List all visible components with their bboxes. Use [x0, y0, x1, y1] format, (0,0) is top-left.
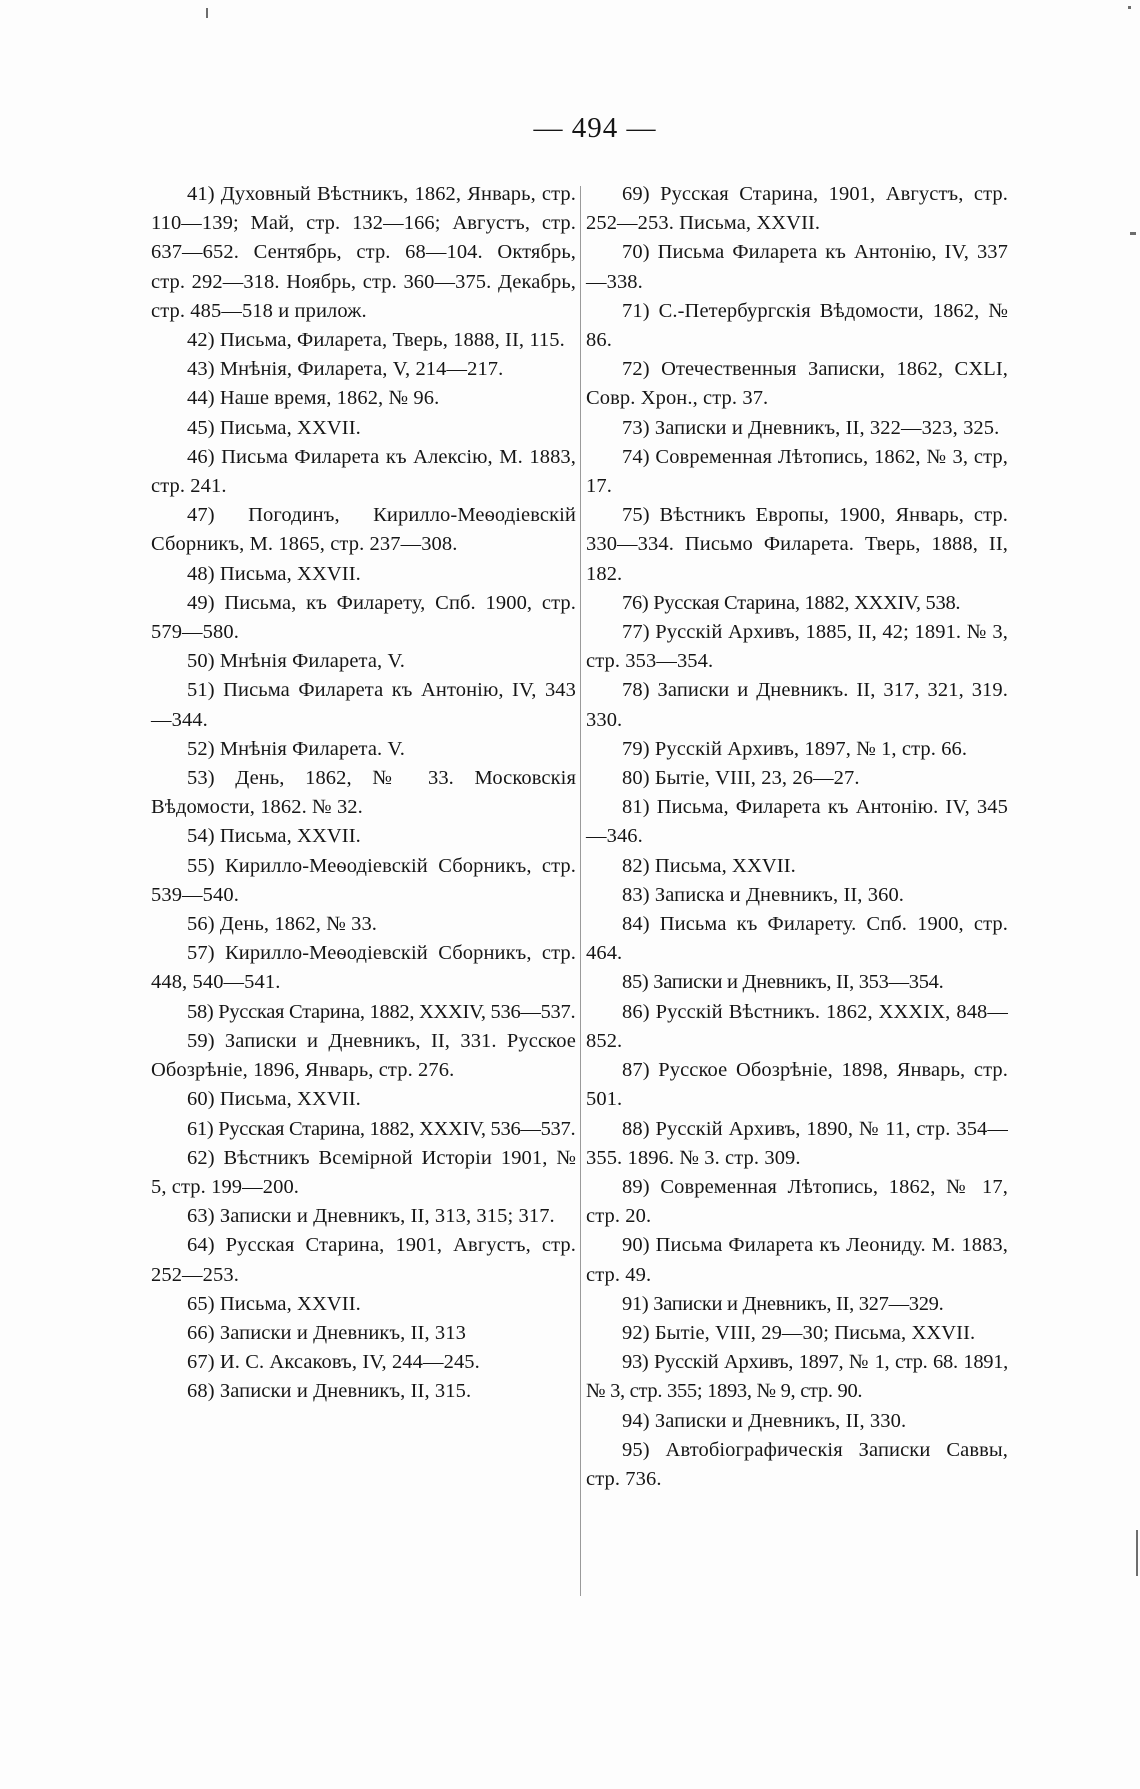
footnote-81: 81) Письма, Филарета къ Антонію. IV, 345—346. — [586, 796, 1008, 848]
footnote-92: 92) Бытіе, VIII, 29—30; Письма, XXVII. — [622, 1321, 976, 1344]
footnote-75: 75) Вѣстникъ Европы, 1900, Январь, стр. 330—334. Письмо Филарета. Тверь, 1888, II, 182. — [586, 504, 1008, 585]
footnote-62: 62) Вѣстникъ Всемірной Исторіи 1901, № 5, стр. 199—200. — [151, 1146, 576, 1198]
footnote-74: 74) Современная Лѣтопись, 1862, № 3, стр, 17. — [586, 445, 1008, 498]
left-column — [151, 180, 576, 1407]
footnote-86: 86) Русскій Вѣстникъ. 1862, XXXIX, 848—852. — [586, 1000, 1008, 1052]
scan-speck — [206, 8, 208, 18]
footnote-64: 64) Русская Старина, 1901, Августъ, стр. 252—253. — [151, 1234, 576, 1286]
footnote-67: 67) И. С. Аксаковъ, IV, 244—245. — [187, 1351, 480, 1374]
footnote-46: 46) Письма Филарета къ Алексію, М. 1883, стр. 241. — [151, 445, 576, 498]
footnote-73: 73) Записки и Дневникъ, II, 322—323, 325. — [622, 416, 1000, 439]
footnote-45: 45) Письма, XXVII. — [187, 416, 361, 439]
footnote-71: 71) С.-Петербургскія Вѣдомости, 1862, № 86. — [586, 299, 1008, 352]
footnote-61: 61) Русская Старина, 1882, XXXIV, 536—537. — [187, 1117, 576, 1140]
scan-speck — [1128, 6, 1131, 9]
footnote-72: 72) Отечественныя Записки, 1862, CXLI, Совр. Хрон., стр. 37. — [586, 358, 1008, 410]
right-column — [586, 180, 1008, 1494]
footnote-53: 53) День, 1862, № 33. Московскія Вѣдомости, 1862. № 32. — [151, 767, 576, 819]
footnote-60: 60) Письма, XXVII. — [187, 1088, 361, 1111]
column-divider — [580, 186, 581, 1596]
footnote-49: 49) Письма, къ Филарету, Спб. 1900, стр. 579—580. — [151, 591, 576, 644]
footnote-69: 69) Русская Старина, 1901, Августъ, стр. 252—253. Письма, XXVII. — [586, 183, 1008, 235]
footnote-51: 51) Письма Филарета къ Антонію, IV, 343—344. — [151, 679, 576, 731]
footnote-41: 41) Духовный Вѣстникъ, 1862, Январь, стр. 110—139; Май, стр. 132—166; Августъ, стр. 637—652. Сентябрь, стр. 68—104. Октябрь, стр. 292—318. Ноябрь, стр. 360—375. Декабрь, стр. 485—518 и прилож. — [151, 183, 576, 322]
footnote-43: 43) Мнѣнія, Филарета, V, 214—217. — [187, 358, 504, 381]
footnote-85: 85) Записки и Дневникъ, II, 353—354. — [622, 971, 944, 994]
footnote-58: 58) Русская Старина, 1882, XXXIV, 536—537. — [187, 1000, 576, 1023]
footnote-83: 83) Записка и Дневникъ, II, 360. — [622, 883, 905, 906]
footnote-87: 87) Русское Обозрѣніе, 1898, Январь, стр. 501. — [586, 1059, 1008, 1111]
footnote-57: 57) Кирилло-Меѳодіевскій Сборникъ, стр. 448, 540—541. — [151, 942, 576, 994]
footnote-90: 90) Письма Филарета къ Леониду. М. 1883, стр. 49. — [586, 1234, 1008, 1286]
footnote-84: 84) Письма къ Филарету. Спб. 1900, стр. 464. — [586, 913, 1008, 965]
scan-speck — [1130, 232, 1136, 235]
footnote-91: 91) Записки и Дневникъ, II, 327—329. — [622, 1292, 944, 1315]
page-number: — 494 — — [533, 112, 657, 144]
footnote-63: 63) Записки и Дневникъ, II, 313, 315; 317. — [187, 1205, 555, 1228]
footnote-48: 48) Письма, XXVII. — [187, 562, 361, 585]
footnote-56: 56) День, 1862, № 33. — [187, 913, 378, 936]
footnote-52: 52) Мнѣнія Филарета. V. — [187, 737, 405, 760]
footnote-79: 79) Русскій Архивъ, 1897, № 1, стр. 66. — [622, 737, 968, 760]
footnote-47: 47) Погодинъ, Кирилло-Меѳодіевскій Сборникъ, М. 1865, стр. 237—308. — [151, 504, 576, 556]
footnote-65: 65) Письма, XXVII. — [187, 1292, 361, 1315]
footnote-78: 78) Записки и Дневникъ. II, 317, 321, 319. 330. — [586, 679, 1008, 731]
footnote-77: 77) Русскій Архивъ, 1885, II, 42; 1891. № 3, стр. 353—354. — [586, 621, 1008, 673]
footnote-80: 80) Бытіе, VIII, 23, 26—27. — [622, 767, 860, 790]
footnote-55: 55) Кирилло-Меѳодіевскій Сборникъ, стр. 539—540. — [151, 854, 576, 906]
footnote-66: 66) Записки и Дневникъ, II, 313 — [187, 1321, 466, 1344]
footnote-54: 54) Письма, XXVII. — [187, 825, 361, 848]
footnote-42: 42) Письма, Филарета, Тверь, 1888, II, 115. — [187, 329, 565, 352]
footnote-76: 76) Русская Старина, 1882, XXXIV, 538. — [622, 591, 961, 614]
scan-speck — [1136, 1530, 1138, 1576]
footnote-95: 95) Автобіографическія Записки Саввы, стр. 736. — [586, 1438, 1008, 1490]
footnote-94: 94) Записки и Дневникъ, II, 330. — [622, 1409, 907, 1432]
footnote-50: 50) Мнѣнія Филарета, V. — [187, 650, 405, 673]
footnote-88: 88) Русскій Архивъ, 1890, № 11, стр. 354—355. 1896. № 3. стр. 309. — [586, 1117, 1008, 1169]
footnote-59: 59) Записки и Дневникъ, II, 331. Русское Обозрѣніе, 1896, Январь, стр. 276. — [151, 1029, 576, 1082]
footnote-68: 68) Записки и Дневникъ, II, 315. — [187, 1380, 472, 1403]
footnote-70: 70) Письма Филарета къ Антонію, IV, 337—338. — [586, 241, 1008, 293]
footnote-82: 82) Письма, XXVII. — [622, 854, 796, 877]
footnote-44: 44) Наше время, 1862, № 96. — [187, 387, 440, 410]
footnote-89: 89) Современная Лѣтопись, 1862, № 17, стр. 20. — [586, 1175, 1008, 1228]
footnote-93: 93) Русскій Архивъ, 1897, № 1, стр. 68. 1891, № 3, стр. 355; 1893, № 9, стр. 90. — [586, 1351, 1008, 1403]
